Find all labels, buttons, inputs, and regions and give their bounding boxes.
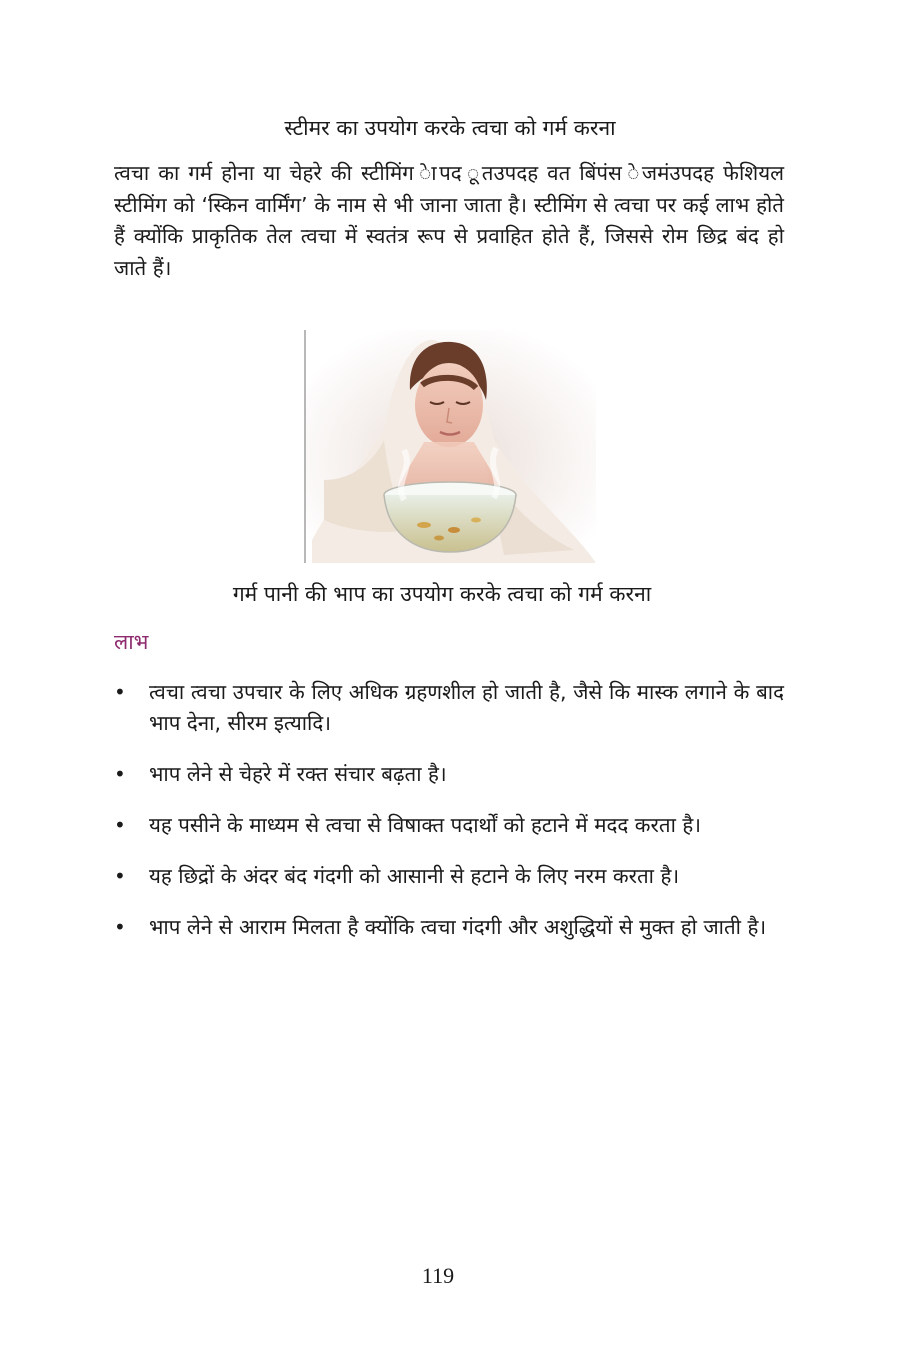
list-item-text: भाप लेने से चेहरे में रक्त संचार बढ़ता है। <box>149 762 447 786</box>
bullet-icon: • <box>114 680 126 704</box>
bullet-icon: • <box>114 762 126 786</box>
list-item-text: यह पसीने के माध्यम से त्वचा से विषाक्त पदार्थों को हटाने में मदद करता है। <box>149 813 702 837</box>
bullet-icon: • <box>114 915 126 939</box>
list-item <box>114 810 784 841</box>
page-number: 119 <box>421 1263 455 1288</box>
bullet-icon: • <box>114 813 126 837</box>
bullet-icon: • <box>114 864 126 888</box>
intro-paragraph: त्वचा का गर्म होना या चेहरे की स्टीमिंग ेापद ूतउपदह वत बिंपंस ेजमंउपदह फेशियल स्टीमिंग को ‘स्किन वार्मिंग’ के नाम से भी जाना जाता है। स्टीमिंग से त्वचा पर कई लाभ होते हैं क्योंकि प्राकृतिक तेल त्वचा में स्वतंत्र रूप से प्रवाहित होते हैं, जिससे रोम छिद्र बंद हो जाते हैं। <box>114 161 784 280</box>
list-item <box>114 912 784 943</box>
figure-caption: गर्म पानी की भाप का उपयोग करके त्वचा को गर्म करना <box>232 582 652 606</box>
benefits-label: लाभ <box>114 630 149 654</box>
list-item <box>114 861 784 892</box>
list-item-text: त्वचा त्वचा उपचार के लिए अधिक ग्रहणशील हो जाती है, जैसे कि मास्क लगाने के बाद भाप देना, सीरम इत्यादि। <box>149 680 784 735</box>
list-item-text: यह छिद्रों के अंदर बंद गंदगी को आसानी से हटाने के लिए नरम करता है। <box>149 864 680 888</box>
benefits-list <box>114 677 784 963</box>
list-item-text: भाप लेने से आराम मिलता है क्योंकि त्वचा गंदगी और अशुद्धियों से मुक्त हो जाती है। <box>149 915 767 939</box>
section-heading: स्टीमर का उपयोग करके त्वचा को गर्म करना <box>284 116 616 140</box>
list-item <box>114 759 784 790</box>
steaming-photo <box>304 330 596 563</box>
list-item <box>114 677 784 739</box>
